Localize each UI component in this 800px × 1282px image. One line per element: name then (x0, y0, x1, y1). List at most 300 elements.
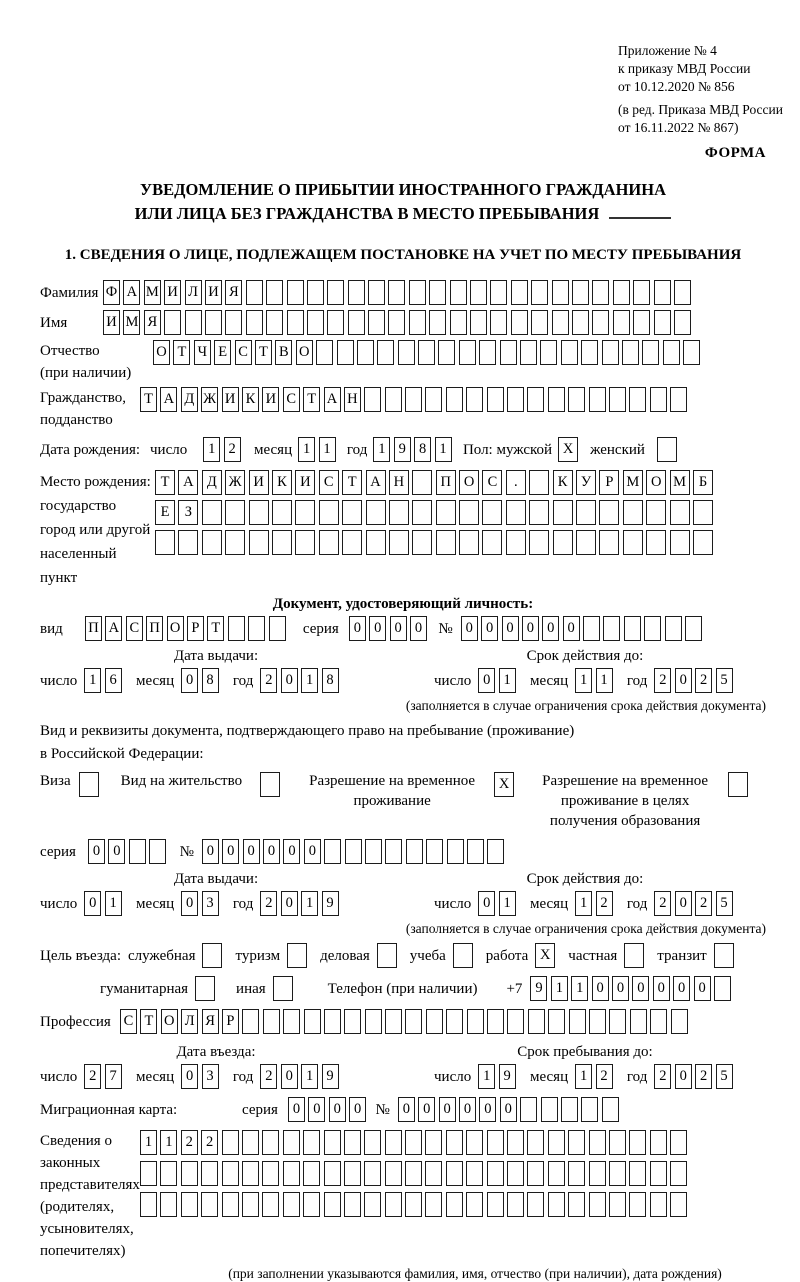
char-box[interactable]: 1 (478, 1064, 495, 1089)
char-box[interactable] (242, 1161, 259, 1186)
char-box[interactable] (528, 1009, 545, 1034)
char-box[interactable] (654, 280, 671, 305)
char-box[interactable] (368, 280, 385, 305)
char-box[interactable] (149, 839, 166, 864)
char-box[interactable]: К (242, 387, 259, 412)
char-box[interactable] (467, 839, 484, 864)
checkbox-work[interactable]: X (535, 943, 555, 968)
char-box[interactable] (262, 1192, 279, 1217)
char-box[interactable] (507, 1161, 524, 1186)
char-box[interactable] (222, 1192, 239, 1217)
char-box[interactable]: И (164, 280, 181, 305)
char-box[interactable] (520, 1097, 537, 1122)
char-box[interactable] (548, 387, 565, 412)
char-box[interactable] (576, 500, 596, 525)
char-box[interactable] (205, 310, 222, 335)
char-box[interactable] (385, 1192, 402, 1217)
char-box[interactable]: 2 (596, 891, 613, 916)
char-box[interactable]: 0 (653, 976, 670, 1001)
char-box[interactable]: 0 (349, 1097, 366, 1122)
char-box[interactable] (674, 280, 691, 305)
char-box[interactable] (140, 1192, 157, 1217)
char-box[interactable]: А (105, 616, 122, 641)
char-box[interactable] (201, 1161, 218, 1186)
char-box[interactable] (262, 1161, 279, 1186)
char-box[interactable] (388, 310, 405, 335)
char-box[interactable]: 1 (140, 1130, 157, 1155)
char-box[interactable] (623, 530, 643, 555)
char-box[interactable]: 8 (322, 668, 339, 693)
char-box[interactable]: 0 (410, 616, 427, 641)
char-box[interactable]: 7 (105, 1064, 122, 1089)
char-box[interactable]: Ф (103, 280, 120, 305)
char-box[interactable] (670, 530, 690, 555)
char-box[interactable] (572, 310, 589, 335)
char-box[interactable]: И (295, 470, 315, 495)
char-box[interactable]: 1 (575, 668, 592, 693)
char-box[interactable] (646, 530, 666, 555)
checkbox-study[interactable] (453, 943, 473, 968)
char-box[interactable]: О (167, 616, 184, 641)
char-box[interactable] (429, 280, 446, 305)
char-box[interactable] (646, 500, 666, 525)
char-box[interactable] (520, 340, 537, 365)
char-box[interactable] (561, 340, 578, 365)
char-box[interactable]: 2 (654, 1064, 671, 1089)
char-box[interactable]: 1 (499, 891, 516, 916)
char-box[interactable] (389, 530, 409, 555)
char-box[interactable] (531, 310, 548, 335)
char-box[interactable] (466, 387, 483, 412)
char-box[interactable]: К (272, 470, 292, 495)
char-box[interactable] (613, 280, 630, 305)
char-box[interactable] (589, 1009, 606, 1034)
char-box[interactable] (665, 616, 682, 641)
char-box[interactable]: . (506, 470, 526, 495)
char-box[interactable]: 0 (500, 1097, 517, 1122)
char-box[interactable] (303, 1192, 320, 1217)
char-box[interactable] (324, 1192, 341, 1217)
char-box[interactable]: 2 (695, 891, 712, 916)
char-box[interactable]: К (553, 470, 573, 495)
char-box[interactable]: 0 (632, 976, 649, 1001)
char-box[interactable]: 9 (322, 891, 339, 916)
char-box[interactable] (344, 1161, 361, 1186)
char-box[interactable]: Д (181, 387, 198, 412)
char-box[interactable] (366, 530, 386, 555)
char-box[interactable] (624, 616, 641, 641)
char-box[interactable] (459, 530, 479, 555)
char-box[interactable]: 1 (105, 891, 122, 916)
char-box[interactable] (507, 1130, 524, 1155)
char-box[interactable]: 0 (592, 976, 609, 1001)
char-box[interactable] (572, 280, 589, 305)
char-box[interactable] (467, 1009, 484, 1034)
char-box[interactable]: Б (693, 470, 713, 495)
char-box[interactable] (629, 1192, 646, 1217)
char-box[interactable] (552, 280, 569, 305)
char-box[interactable]: А (160, 387, 177, 412)
char-box[interactable]: 2 (260, 668, 277, 693)
char-box[interactable] (529, 530, 549, 555)
char-box[interactable]: 0 (502, 616, 519, 641)
char-box[interactable]: 0 (308, 1097, 325, 1122)
char-box[interactable] (406, 839, 423, 864)
char-box[interactable]: Ч (194, 340, 211, 365)
char-box[interactable] (405, 1130, 422, 1155)
char-box[interactable]: 0 (478, 668, 495, 693)
char-box[interactable] (531, 280, 548, 305)
char-box[interactable] (589, 387, 606, 412)
char-box[interactable]: Т (155, 470, 175, 495)
char-box[interactable] (599, 530, 619, 555)
char-box[interactable] (337, 340, 354, 365)
char-box[interactable] (242, 1009, 259, 1034)
char-box[interactable] (674, 310, 691, 335)
char-box[interactable] (506, 500, 526, 525)
char-box[interactable] (447, 839, 464, 864)
char-box[interactable]: 2 (654, 891, 671, 916)
char-box[interactable] (385, 839, 402, 864)
char-box[interactable] (568, 1161, 585, 1186)
char-box[interactable] (202, 530, 222, 555)
char-box[interactable]: Л (181, 1009, 198, 1034)
char-box[interactable] (327, 280, 344, 305)
char-box[interactable]: 1 (301, 891, 318, 916)
char-box[interactable] (405, 1192, 422, 1217)
char-box[interactable] (249, 530, 269, 555)
char-box[interactable]: Д (202, 470, 222, 495)
char-box[interactable] (140, 1161, 157, 1186)
char-box[interactable] (160, 1161, 177, 1186)
char-box[interactable] (552, 310, 569, 335)
char-box[interactable] (459, 340, 476, 365)
char-box[interactable] (466, 1130, 483, 1155)
char-box[interactable] (283, 1130, 300, 1155)
char-box[interactable] (426, 1009, 443, 1034)
checkbox-private[interactable] (624, 943, 644, 968)
char-box[interactable] (364, 387, 381, 412)
char-box[interactable] (327, 310, 344, 335)
char-box[interactable] (319, 500, 339, 525)
char-box[interactable] (342, 530, 362, 555)
char-box[interactable]: О (296, 340, 313, 365)
char-box[interactable] (446, 1009, 463, 1034)
checkbox-other[interactable] (273, 976, 293, 1001)
char-box[interactable]: А (123, 280, 140, 305)
char-box[interactable] (446, 1192, 463, 1217)
char-box[interactable]: И (103, 310, 120, 335)
char-box[interactable] (348, 310, 365, 335)
char-box[interactable]: Н (389, 470, 409, 495)
char-box[interactable] (487, 387, 504, 412)
char-box[interactable] (446, 1161, 463, 1186)
char-box[interactable]: 0 (459, 1097, 476, 1122)
char-box[interactable] (366, 500, 386, 525)
char-box[interactable] (412, 470, 432, 495)
char-box[interactable]: М (670, 470, 690, 495)
char-box[interactable]: 0 (390, 616, 407, 641)
char-box[interactable]: 1 (301, 1064, 318, 1089)
char-box[interactable]: 0 (675, 1064, 692, 1089)
char-box[interactable]: 0 (88, 839, 105, 864)
char-box[interactable]: 0 (263, 839, 280, 864)
char-box[interactable] (568, 387, 585, 412)
char-box[interactable]: О (161, 1009, 178, 1034)
char-box[interactable]: 0 (243, 839, 260, 864)
char-box[interactable]: Я (144, 310, 161, 335)
char-box[interactable] (511, 310, 528, 335)
char-box[interactable] (412, 500, 432, 525)
char-box[interactable] (307, 280, 324, 305)
char-box[interactable]: 2 (260, 891, 277, 916)
char-box[interactable]: 0 (481, 616, 498, 641)
char-box[interactable] (357, 340, 374, 365)
char-box[interactable]: 0 (612, 976, 629, 1001)
char-box[interactable] (418, 340, 435, 365)
char-box[interactable] (541, 1097, 558, 1122)
char-box[interactable]: 1 (575, 1064, 592, 1089)
char-box[interactable]: Р (222, 1009, 239, 1034)
char-box[interactable] (405, 1009, 422, 1034)
char-box[interactable] (242, 1192, 259, 1217)
char-box[interactable] (409, 310, 426, 335)
char-box[interactable] (304, 1009, 321, 1034)
char-box[interactable] (429, 310, 446, 335)
char-box[interactable]: Я (202, 1009, 219, 1034)
char-box[interactable] (470, 280, 487, 305)
char-box[interactable] (630, 1009, 647, 1034)
char-box[interactable] (548, 1009, 565, 1034)
char-box[interactable]: А (366, 470, 386, 495)
char-box[interactable] (459, 500, 479, 525)
char-box[interactable] (389, 500, 409, 525)
char-box[interactable] (342, 500, 362, 525)
char-box[interactable] (283, 1192, 300, 1217)
char-box[interactable] (344, 1009, 361, 1034)
char-box[interactable] (479, 340, 496, 365)
char-box[interactable] (548, 1192, 565, 1217)
char-box[interactable] (295, 500, 315, 525)
char-box[interactable] (348, 280, 365, 305)
char-box[interactable]: 0 (304, 839, 321, 864)
char-box[interactable] (344, 1130, 361, 1155)
char-box[interactable] (613, 310, 630, 335)
char-box[interactable] (225, 310, 242, 335)
char-box[interactable]: 2 (695, 668, 712, 693)
char-box[interactable]: И (262, 387, 279, 412)
char-box[interactable] (368, 310, 385, 335)
char-box[interactable] (364, 1130, 381, 1155)
char-box[interactable]: 1 (571, 976, 588, 1001)
char-box[interactable]: 0 (108, 839, 125, 864)
char-box[interactable] (181, 1192, 198, 1217)
char-box[interactable]: 0 (181, 668, 198, 693)
char-box[interactable] (609, 1192, 626, 1217)
char-box[interactable] (529, 500, 549, 525)
char-box[interactable]: Р (187, 616, 204, 641)
char-box[interactable] (629, 387, 646, 412)
char-box[interactable] (568, 1192, 585, 1217)
char-box[interactable]: И (205, 280, 222, 305)
char-box[interactable] (426, 839, 443, 864)
char-box[interactable]: 1 (551, 976, 568, 1001)
char-box[interactable] (324, 1161, 341, 1186)
char-box[interactable] (487, 839, 504, 864)
char-box[interactable]: 1 (499, 668, 516, 693)
char-box[interactable]: 1 (373, 437, 390, 462)
char-box[interactable]: 0 (542, 616, 559, 641)
char-box[interactable]: Т (303, 387, 320, 412)
char-box[interactable] (603, 616, 620, 641)
char-box[interactable] (450, 310, 467, 335)
char-box[interactable]: З (178, 500, 198, 525)
char-box[interactable] (228, 616, 245, 641)
char-box[interactable] (642, 340, 659, 365)
char-box[interactable] (693, 530, 713, 555)
char-box[interactable] (714, 976, 731, 1001)
char-box[interactable]: 0 (479, 1097, 496, 1122)
char-box[interactable]: Ж (201, 387, 218, 412)
char-box[interactable] (295, 530, 315, 555)
char-box[interactable] (344, 1192, 361, 1217)
char-box[interactable] (466, 1161, 483, 1186)
char-box[interactable] (581, 1097, 598, 1122)
char-box[interactable] (589, 1192, 606, 1217)
char-box[interactable] (548, 1161, 565, 1186)
char-box[interactable]: 0 (329, 1097, 346, 1122)
char-box[interactable]: С (283, 387, 300, 412)
char-box[interactable]: 0 (222, 839, 239, 864)
char-box[interactable] (160, 1192, 177, 1217)
char-box[interactable]: 5 (716, 891, 733, 916)
char-box[interactable] (385, 1130, 402, 1155)
char-box[interactable] (470, 310, 487, 335)
char-box[interactable] (364, 1161, 381, 1186)
char-box[interactable] (490, 280, 507, 305)
char-box[interactable] (599, 500, 619, 525)
char-box[interactable] (487, 1130, 504, 1155)
char-box[interactable] (685, 616, 702, 641)
char-box[interactable] (527, 1161, 544, 1186)
char-box[interactable] (482, 500, 502, 525)
char-box[interactable] (266, 280, 283, 305)
char-box[interactable] (436, 500, 456, 525)
char-box[interactable] (303, 1130, 320, 1155)
char-box[interactable]: Т (140, 1009, 157, 1034)
char-box[interactable] (487, 1192, 504, 1217)
char-box[interactable]: Я (225, 280, 242, 305)
char-box[interactable]: С (235, 340, 252, 365)
char-box[interactable] (303, 1161, 320, 1186)
char-box[interactable] (262, 1130, 279, 1155)
char-box[interactable] (272, 530, 292, 555)
char-box[interactable] (269, 616, 286, 641)
char-box[interactable]: О (459, 470, 479, 495)
char-box[interactable] (365, 839, 382, 864)
char-box[interactable] (283, 1009, 300, 1034)
char-box[interactable] (345, 839, 362, 864)
char-box[interactable] (222, 1161, 239, 1186)
char-box[interactable]: 5 (716, 1064, 733, 1089)
char-box[interactable] (609, 1161, 626, 1186)
char-box[interactable] (385, 1009, 402, 1034)
char-box[interactable]: 2 (695, 1064, 712, 1089)
char-box[interactable]: 1 (160, 1130, 177, 1155)
checkbox-male[interactable]: X (558, 437, 578, 462)
char-box[interactable] (553, 500, 573, 525)
char-box[interactable] (316, 340, 333, 365)
char-box[interactable] (446, 1130, 463, 1155)
char-box[interactable]: П (146, 616, 163, 641)
char-box[interactable] (507, 387, 524, 412)
char-box[interactable] (385, 387, 402, 412)
char-box[interactable] (181, 1161, 198, 1186)
char-box[interactable]: 5 (716, 668, 733, 693)
char-box[interactable]: 0 (675, 891, 692, 916)
char-box[interactable] (487, 1009, 504, 1034)
char-box[interactable]: 0 (563, 616, 580, 641)
char-box[interactable] (365, 1009, 382, 1034)
char-box[interactable] (450, 280, 467, 305)
char-box[interactable]: 0 (288, 1097, 305, 1122)
char-box[interactable] (633, 310, 650, 335)
char-box[interactable] (589, 1130, 606, 1155)
char-box[interactable] (592, 280, 609, 305)
char-box[interactable] (364, 1192, 381, 1217)
checkbox-visa[interactable] (79, 772, 99, 797)
checkbox-residence-permit[interactable] (260, 772, 280, 797)
char-box[interactable]: П (85, 616, 102, 641)
char-box[interactable]: 0 (283, 839, 300, 864)
char-box[interactable]: Е (155, 500, 175, 525)
char-box[interactable] (553, 530, 573, 555)
char-box[interactable] (622, 340, 639, 365)
char-box[interactable] (500, 340, 517, 365)
char-box[interactable] (654, 310, 671, 335)
char-box[interactable]: 9 (530, 976, 547, 1001)
char-box[interactable]: 0 (281, 668, 298, 693)
char-box[interactable]: Т (173, 340, 190, 365)
char-box[interactable]: У (576, 470, 596, 495)
char-box[interactable] (405, 387, 422, 412)
char-box[interactable] (670, 1192, 687, 1217)
char-box[interactable] (398, 340, 415, 365)
char-box[interactable]: 9 (394, 437, 411, 462)
char-box[interactable] (324, 1130, 341, 1155)
char-box[interactable]: 1 (575, 891, 592, 916)
char-box[interactable]: 8 (414, 437, 431, 462)
char-box[interactable] (225, 500, 245, 525)
char-box[interactable]: Т (207, 616, 224, 641)
char-box[interactable] (568, 1130, 585, 1155)
char-box[interactable] (670, 387, 687, 412)
char-box[interactable]: Т (140, 387, 157, 412)
char-box[interactable]: 9 (322, 1064, 339, 1089)
char-box[interactable]: М (623, 470, 643, 495)
char-box[interactable] (629, 1161, 646, 1186)
char-box[interactable] (446, 387, 463, 412)
char-box[interactable]: 2 (260, 1064, 277, 1089)
char-box[interactable]: С (319, 470, 339, 495)
char-box[interactable] (249, 500, 269, 525)
char-box[interactable] (201, 1192, 218, 1217)
char-box[interactable] (602, 340, 619, 365)
char-box[interactable] (663, 340, 680, 365)
char-box[interactable] (650, 387, 667, 412)
char-box[interactable] (609, 387, 626, 412)
char-box[interactable] (487, 1161, 504, 1186)
